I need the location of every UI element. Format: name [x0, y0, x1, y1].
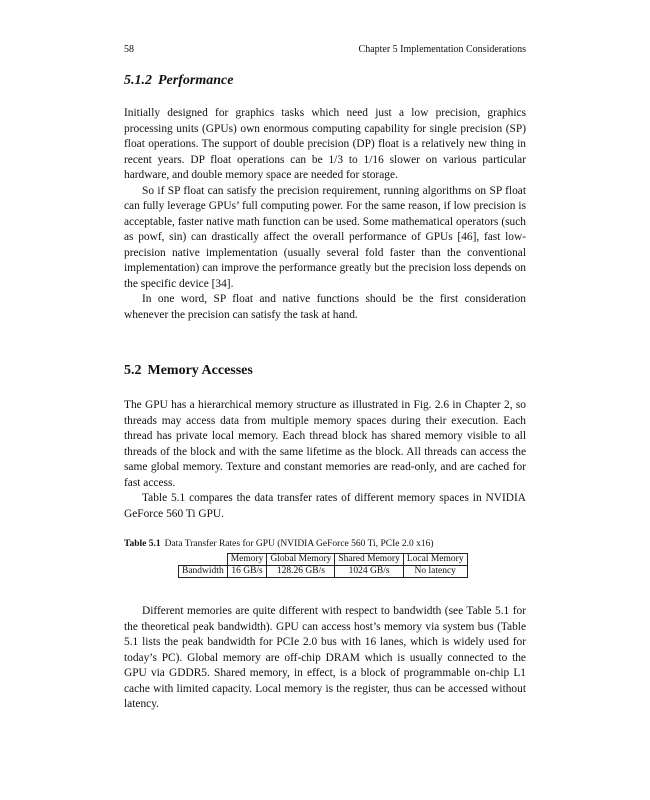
section-title: Memory Accesses	[147, 363, 253, 378]
paragraph: So if SP float can satisfy the precision requirement, running algorithms on SP float can fully leverage GPUs’ full computing power. For the same reason, if low precision is acceptable, faster native math function can be used. Some mathematical operators (such as powf, sin) can drastically affect the overall performance of GPUs [46], fast low-precision native implementation (usually several fold faster than the conventional implementation) can improve the performance greatly but the precision loss depends on the specific device [34].	[124, 184, 526, 290]
subsection-body	[124, 106, 526, 323]
table-cell: 16 GB/s	[227, 566, 267, 578]
page-number: 58	[124, 44, 134, 55]
table-row	[179, 566, 468, 578]
subsection-heading	[124, 72, 526, 90]
paragraph: Table 5.1 compares the data transfer rates of different memory spaces in NVIDIA GeForce 560 Ti GPU.	[124, 492, 526, 520]
table-label: Table 5.1	[124, 539, 161, 549]
running-head	[124, 44, 526, 56]
table-header-row	[179, 554, 468, 566]
chapter-title: Chapter 5 Implementation Considerations	[358, 44, 526, 55]
subsection-number: 5.1.2	[124, 73, 152, 88]
table-row-label: Bandwidth	[179, 566, 228, 578]
table-cell: 1024 GB/s	[335, 566, 403, 578]
paragraph: The GPU has a hierarchical memory structure as illustrated in Fig. 2.6 in Chapter 2, so threads may access data from multiple memory spaces during their execution. Each thread has private local memory. Each thread block has shared memory visible to all threads of the block and with the same lifetime as the block. All threads can access the same global memory. Texture and constant memories are read-only, and are cached for fast access.	[124, 399, 526, 489]
table-header-cell: Global Memory	[267, 554, 335, 566]
paragraph: Different memories are quite different with respect to bandwidth (see Table 5.1 for the theoretical peak bandwidth). GPU can access host’s memory via system bus (Table 5.1 lists the peak bandwidth for PCIe 2.0 bus with 16 lanes, which is widely used for today’s PC). Global memory are off-chip DRAM which is usually connected to the GPU via GDDR5. Shared memory, in effect, is a block of programmable on-chip L1 cache with limited capacity. Local memory is the register, thus can be accessed without latency.	[124, 605, 526, 710]
section-number: 5.2	[124, 363, 142, 378]
paragraph: In one word, SP float and native functions should be the first consideration whenever the precision can satisfy the task at hand.	[124, 293, 526, 321]
table-header-cell: Memory	[227, 554, 267, 566]
subsection-title: Performance	[158, 73, 234, 88]
table-header-cell: Shared Memory	[335, 554, 403, 566]
table-header-cell: Local Memory	[403, 554, 467, 566]
table-cell: 128.26 GB/s	[267, 566, 335, 578]
bandwidth-table	[178, 553, 468, 578]
table-cell: No latency	[403, 566, 467, 578]
table-caption	[124, 538, 526, 550]
section-heading	[124, 362, 526, 380]
table-corner-cell	[179, 554, 228, 566]
page	[124, 44, 526, 713]
paragraph: Initially designed for graphics tasks which need just a low precision, graphics processing units (GPUs) own enormous computing capability for single precision (SP) float operations. The support of double precision (DP) float is a relatively new thing in recent years. DP float operations can be 1/3 to 1/16 slower on various particular hardware, and double memory space are needed for storage.	[124, 107, 526, 181]
closing-body	[124, 604, 526, 713]
section-body	[124, 398, 526, 522]
table-caption-text: Data Transfer Rates for GPU (NVIDIA GeForce 560 Ti, PCIe 2.0 x16)	[164, 539, 434, 549]
